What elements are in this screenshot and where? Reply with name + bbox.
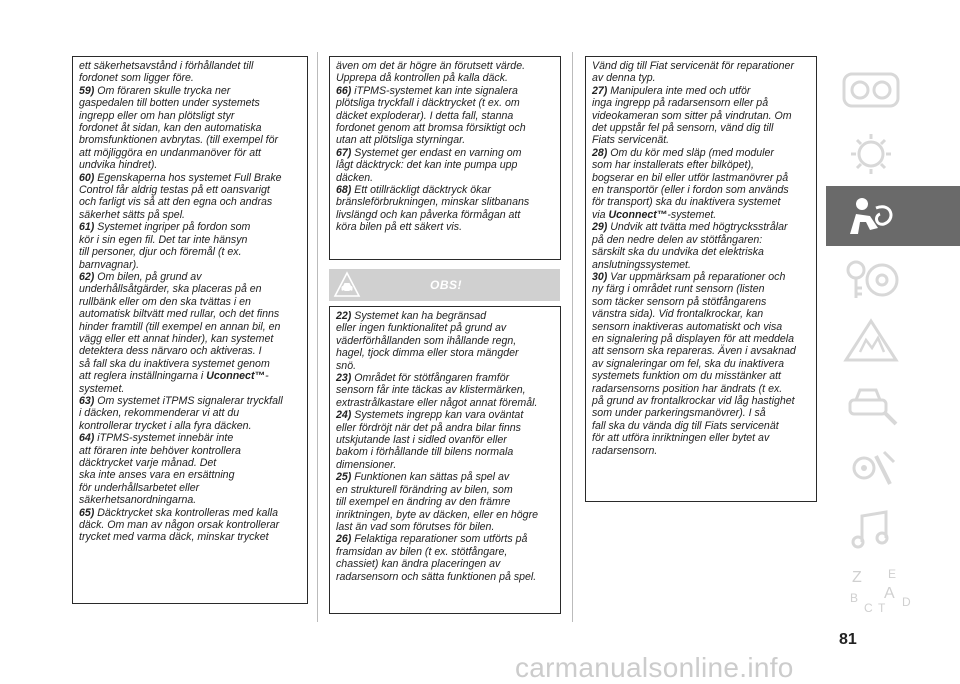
note-text: iTPMS-systemet innebär inte att föraren inte behöver kontrollera däcktrycket varje månad. Det ska inte anses vara en ersättning för underhållsarbetet eller säkerhetsanordningarna. xyxy=(79,432,241,507)
note-paragraph xyxy=(336,372,554,409)
note-text-continued: - systemet. xyxy=(79,370,269,395)
note-number: 22) xyxy=(336,310,352,322)
note-paragraph xyxy=(79,60,301,85)
note-text: Felaktiga reparationer som utförts på framsidan av bilen (t ex. stötfångare, chassiet) kan ändra placeringen av radarsensorn och sätta funktionen på spel. xyxy=(336,533,537,583)
column-divider xyxy=(572,52,573,622)
warning-triangle-icon xyxy=(840,318,902,364)
music-note-icon xyxy=(840,506,902,552)
note-number: 68) xyxy=(336,184,352,197)
tab-starting-driving[interactable] xyxy=(826,248,960,308)
text-column-2-top xyxy=(329,56,561,260)
gear-tools-icon xyxy=(840,444,902,490)
note-paragraph xyxy=(79,85,301,172)
note-paragraph xyxy=(592,85,810,147)
tab-maintenance[interactable] xyxy=(826,374,960,434)
note-number: 62) xyxy=(79,270,95,283)
note-number: 67) xyxy=(336,146,352,159)
note-text: Systemet kan ha begränsad eller ingen funktionalitet på grund av väderförhållanden som ihållande regn, hagel, tjock dimma eller stora mängder snö. xyxy=(336,310,519,372)
note-text: Däcktrycket ska kontrolleras med kalla däck. Om man av någon orsak kontrollerar trycket med varma däck, minskar trycket xyxy=(79,506,280,544)
column-divider xyxy=(317,52,318,622)
light-bulb-icon xyxy=(840,132,902,178)
note-number: 28) xyxy=(592,146,608,159)
note-number: 26) xyxy=(336,533,352,546)
note-paragraph xyxy=(336,147,554,184)
index-letter: A xyxy=(884,585,895,602)
car-warning-icon xyxy=(333,271,361,299)
index-letter: T xyxy=(878,601,886,615)
note-paragraph xyxy=(336,310,554,372)
note-text: Om systemet iTPMS signalerar tryckfall i däcken, rekommenderar vi att du kontrollerar trycket i alla fyra däcken. xyxy=(79,394,283,432)
note-paragraph xyxy=(336,471,554,533)
note-number: 25) xyxy=(336,471,352,484)
note-text: Om föraren skulle trycka ner gaspedalen till botten under systemets ingrepp eller om han plötsligt styr fordonet åt sidan, kan den automatiska bromsfunktionen avbrytas. (till exempel för att möjliggöra en undanmanöver för att undvika hindret). xyxy=(79,84,279,172)
note-text: Ett otillräckligt däcktryck ökar bränsleförbrukningen, minskar slitbanans livslängd och kan påverka förmågan att köra bilen på ett säkert vis. xyxy=(336,184,530,234)
dashboard-icon xyxy=(840,68,902,114)
note-number: 64) xyxy=(79,432,95,445)
note-text: Vänd dig till Fiat servicenät för reparationer av denna typ. xyxy=(592,60,794,85)
index-letter: C xyxy=(864,601,873,615)
note-paragraph xyxy=(592,60,810,85)
note-text: iTPMS-systemet kan inte signalera plötsliga tryckfall i däcktrycket (t ex. om däcket exploderar). I detta fall, stanna fordonet genom att bromsa försiktigt och utan att plötsliga styrningar. xyxy=(336,84,526,147)
index-letter: D xyxy=(902,595,911,609)
note-text: Undvik att tvätta med högtrycksstrålar på den nedre delen av stötfångaren: särskilt ska du undvika det elektriska anslutningssystemet. xyxy=(592,221,788,271)
note-text: Var uppmärksam på reparationer och ny färg i området runt sensorn (listen som täcker sensorn på stötfångarens vänstra sida). Vid frontalkrockar, kan sensorn inaktiveras automatiskt och visa en signalering på displayen för att meddela att sensorn ska repareras. Även i avsaknad av signaleringar om fel, ska du inaktivera systemets funktion om du misstänker att radarsensorns position har ändrats (t ex. på grund av frontalkrockar vid låg hastighet som under parkeringsmanövrer). I så fall ska du vända dig till Fiats servicenät för att utföra inriktningen eller bytet av radarsensorn. xyxy=(592,270,796,457)
note-number: 27) xyxy=(592,84,608,97)
note-number: 30) xyxy=(592,270,608,283)
note-text: Funktionen kan sättas på spel av en strukturell förändring av bilen, som till exempel en ändring av den främre inriktningen, byte av däcken, eller en högre last än vad som förutses för bilen. xyxy=(336,471,538,533)
text-column-3 xyxy=(585,56,817,502)
note-paragraph xyxy=(336,533,554,583)
tab-multimedia[interactable] xyxy=(826,498,960,558)
index-letter: B xyxy=(850,591,859,605)
brand-name: Uconnect™ xyxy=(608,208,668,221)
note-text: ett säkerhetsavstånd i förhållandet till fordonet som ligger före. xyxy=(79,60,254,85)
note-number: 63) xyxy=(79,394,95,407)
note-text: Egenskaperna hos systemet Full Brake Control får aldrig testas på ett oansvarigt och farligt vis så att den egna och andras säkerhet sätts på spel. xyxy=(79,171,282,221)
note-number: 60) xyxy=(79,171,95,184)
note-paragraph xyxy=(592,221,810,271)
tab-lights[interactable] xyxy=(826,124,960,184)
text-column-2-bottom xyxy=(329,306,561,614)
note-text: Systemets ingrepp kan vara oväntat eller fördröjt när det på andra bilar finns utskjutande last i sidled ovanför eller bakom i förhållande till bilens normala dimensioner. xyxy=(336,409,524,471)
note-text: Om bilen, på grund av underhållsåtgärder, ska placeras på en rullbänk eller om den ska tvättas i en automatisk biltvätt med rullar, och det finns hinder framtill (till exempel en annan bil, en vägg eller ett annat hinder), kan systemet detektera dess närvaro och aktiveras. I så fall ska du inaktivera systemet genom att reglera inställningarna i xyxy=(79,270,281,383)
note-number: 23) xyxy=(336,372,352,385)
index-letter: Z xyxy=(852,569,862,586)
note-paragraph xyxy=(336,409,554,471)
note-paragraph xyxy=(592,271,810,457)
tab-emergency[interactable] xyxy=(826,310,960,370)
note-number: 59) xyxy=(79,84,95,97)
note-text: Området för stötfångaren framför sensorn får inte täckas av klistermärken, extrastrålkastare eller något annat föremål. xyxy=(336,372,538,409)
note-paragraph xyxy=(336,60,554,85)
note-paragraph xyxy=(79,507,301,544)
note-text: Systemet ger endast en varning om lågt däcktryck: det kan inte pumpa upp däcken. xyxy=(336,146,522,184)
key-icon xyxy=(840,256,902,302)
note-text: Om du kör med släp (med moduler som har installerats efter bilköpet), bogserar en bil eller utför lastmanövrer på en transportör (eller i fordon som används för transport) ska du inaktivera systemet via xyxy=(592,146,789,221)
note-number: 61) xyxy=(79,221,95,234)
note-text-continued: -systemet. xyxy=(667,208,717,221)
tab-safety[interactable] xyxy=(826,186,960,246)
index-letter: E xyxy=(888,567,897,581)
brand-name: Uconnect™ xyxy=(206,370,266,383)
note-paragraph xyxy=(79,432,301,506)
note-paragraph xyxy=(336,85,554,147)
note-text: även om det är högre än förutsett värde. Upprepa då kontrollen på kalla däck. xyxy=(336,60,526,85)
note-number: 65) xyxy=(79,506,95,519)
text-column-1 xyxy=(72,56,308,604)
index-letters-icon xyxy=(840,566,920,616)
note-paragraph xyxy=(79,221,301,271)
tab-technical-data[interactable] xyxy=(826,436,960,496)
airbag-seat-icon xyxy=(840,194,902,240)
note-number: 24) xyxy=(336,409,352,422)
wrench-car-icon xyxy=(840,382,902,428)
note-paragraph xyxy=(79,271,301,395)
page-number: 81 xyxy=(839,631,857,648)
tab-dashboard[interactable] xyxy=(826,60,960,120)
note-paragraph xyxy=(79,395,301,432)
tab-index[interactable] xyxy=(826,558,960,618)
note-text: Systemet ingriper på fordon som kör i sin egen fil. Det tar inte hänsyn till personer, djur och föremål (t ex. barnvagnar). xyxy=(79,221,251,271)
note-paragraph xyxy=(592,147,810,221)
note-paragraph xyxy=(79,172,301,222)
note-number: 66) xyxy=(336,84,352,97)
obs-title: OBS! xyxy=(430,278,462,292)
note-text: Manipulera inte med och utför inga ingrepp på radarsensorn eller på videokameran som sitter på vindrutan. Om det uppstår fel på sensorn, vänd dig till Fiats servicenät. xyxy=(592,84,792,147)
note-number: 29) xyxy=(592,221,608,234)
watermark: carmanualsonline.info xyxy=(515,652,794,683)
note-paragraph xyxy=(336,184,554,234)
